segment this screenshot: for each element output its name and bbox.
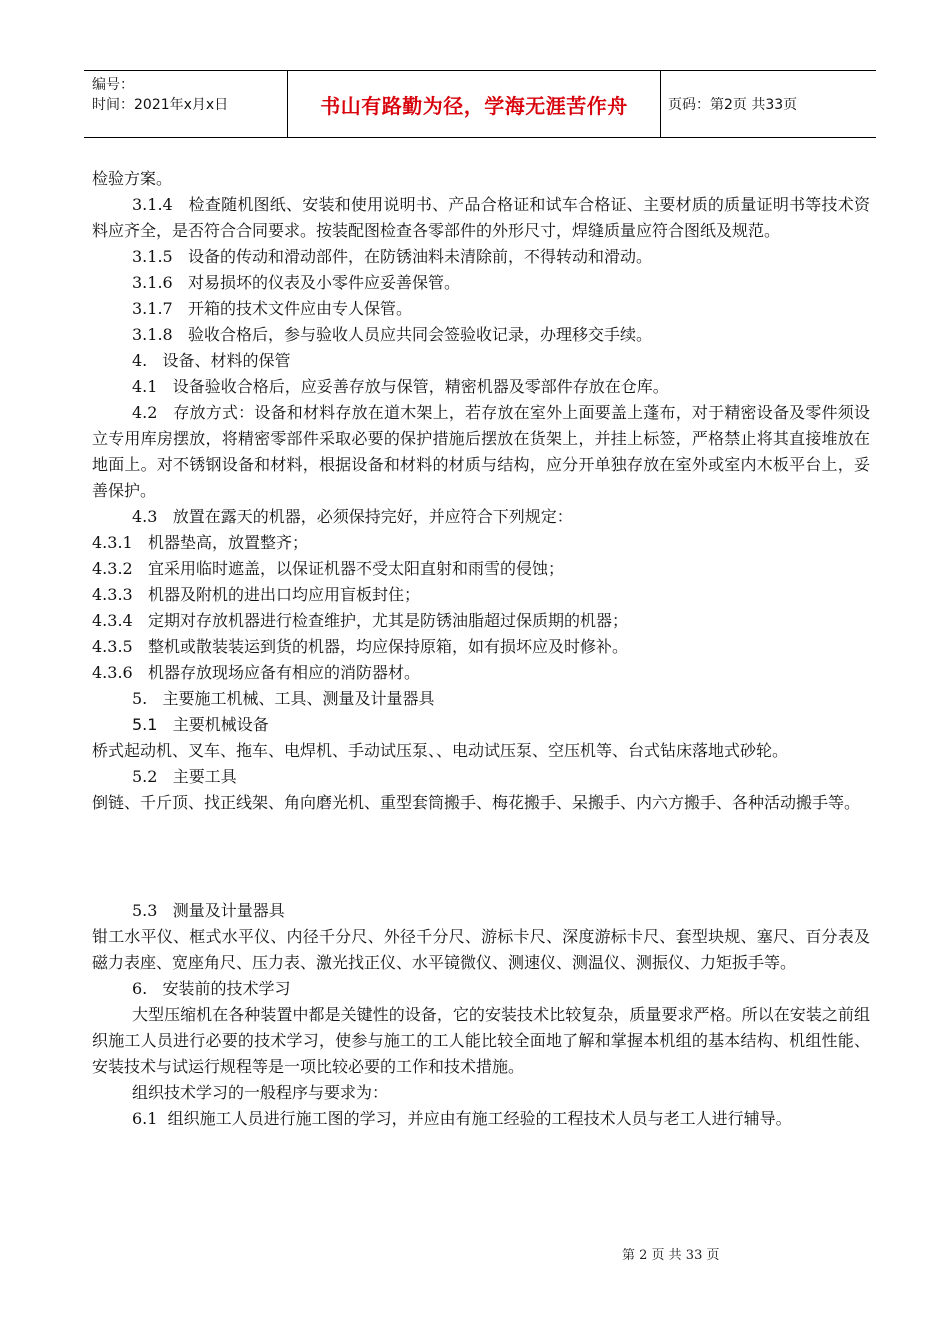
paragraph: 倒链、千斤顶、找正线架、角向磨光机、重型套筒搬手、梅花搬手、呆搬手、内六方搬手、各种活动搬手等。 <box>92 793 861 812</box>
paragraph: 4.3.2 宜采用临时遮盖，以保证机器不受太阳直射和雨雪的侵蚀； <box>92 559 564 578</box>
section-heading: 4. 设备、材料的保管 <box>132 351 291 370</box>
paragraph: 4.1 设备验收合格后，应妥善存放与保管，精密机器及零部件存放在仓库。 <box>132 377 669 396</box>
paragraph: 3.1.5 设备的传动和滑动部件，在防锈油料未清除前，不得转动和滑动。 <box>132 247 652 266</box>
header-divider <box>660 71 661 137</box>
paragraph: 大型压缩机在各种装置中都是关键性的设备，它的安装技术比较复杂，质量要求严格。所以在安装之前组织施工人员进行必要的技术学习，使参与施工的工人能比较全面地了解和掌握本机组的基本结构、机组性能、安装技术与试运行规程等是一项比较必要的工作和技术措施。 <box>92 1005 870 1076</box>
paragraph: 4.3.6 机器存放现场应备有相应的消防器材。 <box>92 663 420 682</box>
paragraph: 检验方案。 <box>92 169 173 188</box>
paragraph: 4.3.5 整机或散装装运到货的机器，均应保持原箱，如有损坏应及时修补。 <box>92 637 628 656</box>
paragraph: 3.1.8 验收合格后，参与验收人员应共同会签验收记录，办理移交手续。 <box>132 325 652 344</box>
paragraph: 6.1 组织施工人员进行施工图的学习，并应由有施工经验的工程技术人员与老工人进行辅导。 <box>132 1109 792 1128</box>
section-heading: 5. 主要施工机械、工具、测量及计量器具 <box>132 689 435 708</box>
blank-space <box>92 816 870 898</box>
paragraph: 4.3.4 定期对存放机器进行检查维护，尤其是防锈油脂超过保质期的机器； <box>92 611 628 630</box>
paragraph: 3.1.7 开箱的技术文件应由专人保管。 <box>132 299 412 318</box>
document-body <box>92 166 870 1132</box>
paragraph: 4.2 存放方式：设备和材料存放在道木架上，若存放在室外上面要盖上蓬布，对于精密设备及零件须设立专用库房摆放，将精密零部件采取必要的保护措施后摆放在货架上，并挂上标签，严格禁止将其直接堆放在地面上。对不锈钢设备和材料，根据设备和材料的材质与结构，应分开单独存放在室外或室内木板平台上，妥善保护。 <box>92 403 870 500</box>
paragraph: 4.3.1 机器垫高，放置整齐； <box>92 533 308 552</box>
page-footer: 第 2 页 共 33 页 <box>622 1248 720 1263</box>
paragraph: 4.3 放置在露天的机器，必须保持完好，并应符合下列规定： <box>132 507 573 526</box>
header-meta <box>92 75 287 115</box>
document-number-label: 编号： <box>92 77 134 93</box>
section-heading: 6. 安装前的技术学习 <box>132 979 291 998</box>
header-motto: 书山有路勤为径，学海无涯苦作舟 <box>320 93 628 118</box>
paragraph: 组织技术学习的一般程序与要求为： <box>132 1083 389 1102</box>
page-header <box>84 70 876 138</box>
paragraph: 3.1.4 检查随机图纸、安装和使用说明书、产品合格证和试车合格证、主要材质的质量证明书等技术资料应齐全，是否符合合同要求。按装配图检查各零部件的外形尺寸，焊缝质量应符合图纸及规范。 <box>92 195 870 240</box>
paragraph: 桥式起动机、叉车、拖车、电焊机、手动试压泵、、电动试压泵、空压机等、台式钻床落地式砂轮。 <box>92 741 789 760</box>
paragraph: 钳工水平仪、框式水平仪、内径千分尺、外径千分尺、游标卡尺、深度游标卡尺、套型块规、塞尺、百分表及磁力表座、宽座角尺、压力表、激光找正仪、水平镜微仪、测速仪、测温仪、测振仪、力矩扳手等。 <box>92 927 870 972</box>
subsection-heading: 5.3 测量及计量器具 <box>132 901 285 920</box>
paragraph: 3.1.6 对易损坏的仪表及小零件应妥善保管。 <box>132 273 460 292</box>
document-time-label: 时间：2021年x月x日 <box>92 97 229 113</box>
header-page-label: 页码：第2页 共33页 <box>668 97 798 113</box>
paragraph: 4.3.3 机器及附机的进出口均应用盲板封住； <box>92 585 420 604</box>
subsection-heading: 5.1 主要机械设备 <box>132 715 269 734</box>
subsection-heading: 5.2 主要工具 <box>132 767 237 786</box>
